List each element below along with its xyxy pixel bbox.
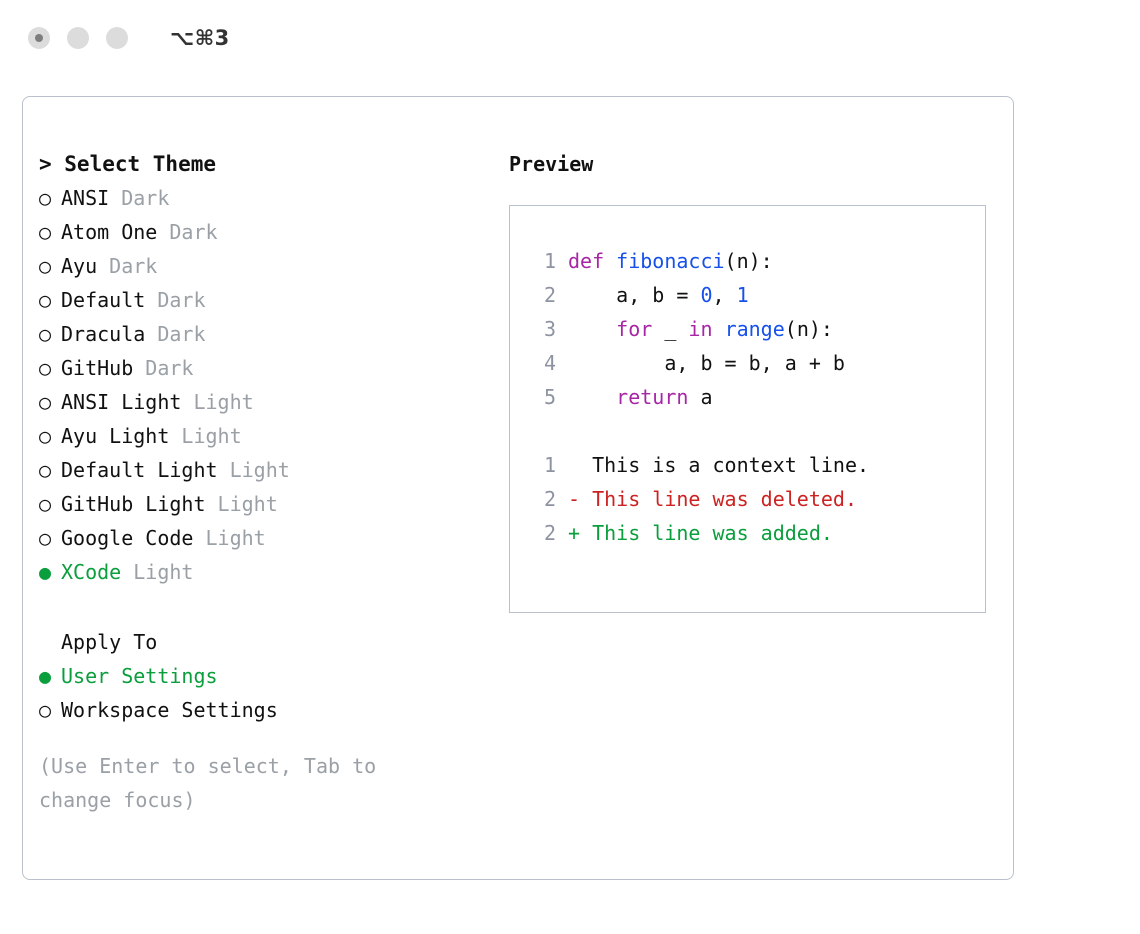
- line-number: 1: [543, 249, 556, 273]
- line-number: 2: [543, 521, 556, 545]
- theme-name: GitHub: [61, 356, 134, 380]
- code-token: range: [724, 317, 785, 341]
- theme-option-atom-one-dark[interactable]: [39, 215, 489, 249]
- theme-name: ANSI: [61, 186, 110, 210]
- theme-option-list: [39, 181, 489, 589]
- theme-name: Atom One: [61, 220, 158, 244]
- apply-to-name: Workspace Settings: [61, 698, 278, 722]
- radio-icon: ○: [39, 390, 52, 414]
- line-number: 1: [543, 453, 556, 477]
- code-token: (n):: [724, 249, 773, 273]
- theme-option-default-light[interactable]: [39, 453, 489, 487]
- code-token: in: [688, 317, 713, 341]
- theme-variant: Dark: [157, 322, 206, 346]
- theme-option-dracula-dark[interactable]: [39, 317, 489, 351]
- theme-option-ayu-light[interactable]: [39, 419, 489, 453]
- traffic-lights: [28, 27, 128, 49]
- code-token: (n):: [784, 317, 833, 341]
- diff-text: This line was deleted.: [580, 487, 857, 511]
- code-token: [713, 317, 725, 341]
- theme-name: Google Code: [61, 526, 194, 550]
- code-token: def: [568, 249, 617, 273]
- radio-icon: ○: [39, 220, 52, 244]
- radio-icon: ○: [39, 492, 52, 516]
- code-token: a, b = b, a + b: [568, 351, 845, 375]
- code-line: [528, 312, 985, 346]
- minimize-icon[interactable]: [67, 27, 89, 49]
- theme-name: Ayu Light: [61, 424, 170, 448]
- theme-option-google-code-light[interactable]: [39, 521, 489, 555]
- diff-sign: -: [568, 487, 581, 511]
- code-line: [528, 346, 985, 380]
- diff-sign: [568, 453, 580, 477]
- diff-text: This line was added.: [580, 521, 833, 545]
- apply-to-option-user-settings[interactable]: [39, 659, 489, 693]
- theme-variant: Light: [229, 458, 290, 482]
- theme-name: Default Light: [61, 458, 218, 482]
- theme-variant: Dark: [157, 288, 206, 312]
- code-token: a, b =: [568, 283, 701, 307]
- theme-name: Ayu: [61, 254, 98, 278]
- code-line: [528, 278, 985, 312]
- code-token: _: [652, 317, 689, 341]
- theme-option-ansi-dark[interactable]: [39, 181, 489, 215]
- diff-line-deleted: [528, 482, 985, 516]
- theme-option-xcode-light[interactable]: [39, 555, 489, 589]
- theme-variant: Light: [193, 390, 254, 414]
- theme-dialog-panel: [22, 96, 1014, 880]
- theme-variant: Dark: [145, 356, 194, 380]
- theme-variant: Dark: [121, 186, 170, 210]
- line-number: 2: [543, 487, 556, 511]
- code-token: 1: [736, 283, 749, 307]
- diff-line-context: [528, 448, 985, 482]
- title-bar: [0, 0, 1140, 76]
- close-icon[interactable]: [28, 27, 50, 49]
- theme-name: XCode: [61, 560, 122, 584]
- code-token: return: [616, 385, 689, 409]
- line-number: 4: [543, 351, 556, 375]
- code-line: [528, 244, 985, 278]
- theme-variant: Light: [205, 526, 266, 550]
- radio-icon: ○: [39, 526, 52, 550]
- theme-variant: Light: [217, 492, 278, 516]
- preview-heading: Preview: [509, 152, 594, 176]
- radio-icon: ○: [39, 254, 52, 278]
- code-token: [568, 385, 616, 409]
- radio-selected-icon: ●: [39, 664, 52, 688]
- code-token: for: [616, 317, 653, 341]
- preview-box: [509, 205, 986, 613]
- select-theme-heading: > Select Theme: [39, 152, 217, 176]
- radio-icon: ○: [39, 322, 52, 346]
- line-number: 2: [543, 283, 556, 307]
- theme-name: Dracula: [61, 322, 146, 346]
- keyboard-shortcut-label: ⌥⌘3: [170, 26, 230, 50]
- theme-variant: Dark: [109, 254, 158, 278]
- code-token: 0: [700, 283, 713, 307]
- theme-name: Default: [61, 288, 146, 312]
- theme-name: GitHub Light: [61, 492, 206, 516]
- code-token: fibonacci: [616, 249, 725, 273]
- code-token: a: [688, 385, 713, 409]
- theme-option-ayu-dark[interactable]: [39, 249, 489, 283]
- radio-icon: ○: [39, 698, 52, 722]
- code-token: ,: [712, 283, 737, 307]
- radio-icon: ○: [39, 424, 52, 448]
- apply-to-option-workspace-settings[interactable]: [39, 693, 489, 727]
- radio-icon: ○: [39, 288, 52, 312]
- theme-variant: Dark: [169, 220, 218, 244]
- radio-selected-icon: ●: [39, 560, 52, 584]
- radio-icon: ○: [39, 186, 52, 210]
- theme-selection-column: [39, 147, 489, 869]
- line-number: 3: [543, 317, 556, 341]
- apply-to-name: User Settings: [61, 664, 218, 688]
- theme-option-github-light[interactable]: [39, 487, 489, 521]
- theme-option-default-dark[interactable]: [39, 283, 489, 317]
- theme-variant: Light: [133, 560, 194, 584]
- apply-to-option-list: [39, 659, 489, 727]
- diff-text: This is a context line.: [580, 453, 870, 477]
- line-number: 5: [543, 385, 556, 409]
- theme-option-github-dark[interactable]: [39, 351, 489, 385]
- diff-sign: +: [568, 521, 581, 545]
- preview-column: [489, 147, 997, 869]
- code-token: [568, 317, 616, 341]
- code-line: [528, 380, 985, 414]
- diff-line-added: [528, 516, 985, 550]
- maximize-icon[interactable]: [106, 27, 128, 49]
- theme-variant: Light: [181, 424, 242, 448]
- radio-icon: ○: [39, 356, 52, 380]
- theme-name: ANSI Light: [61, 390, 182, 414]
- radio-icon: ○: [39, 458, 52, 482]
- apply-to-heading: Apply To: [61, 630, 158, 654]
- keyboard-hint-text: (Use Enter to select, Tab to change focus): [39, 754, 389, 812]
- theme-option-ansi-light[interactable]: [39, 385, 489, 419]
